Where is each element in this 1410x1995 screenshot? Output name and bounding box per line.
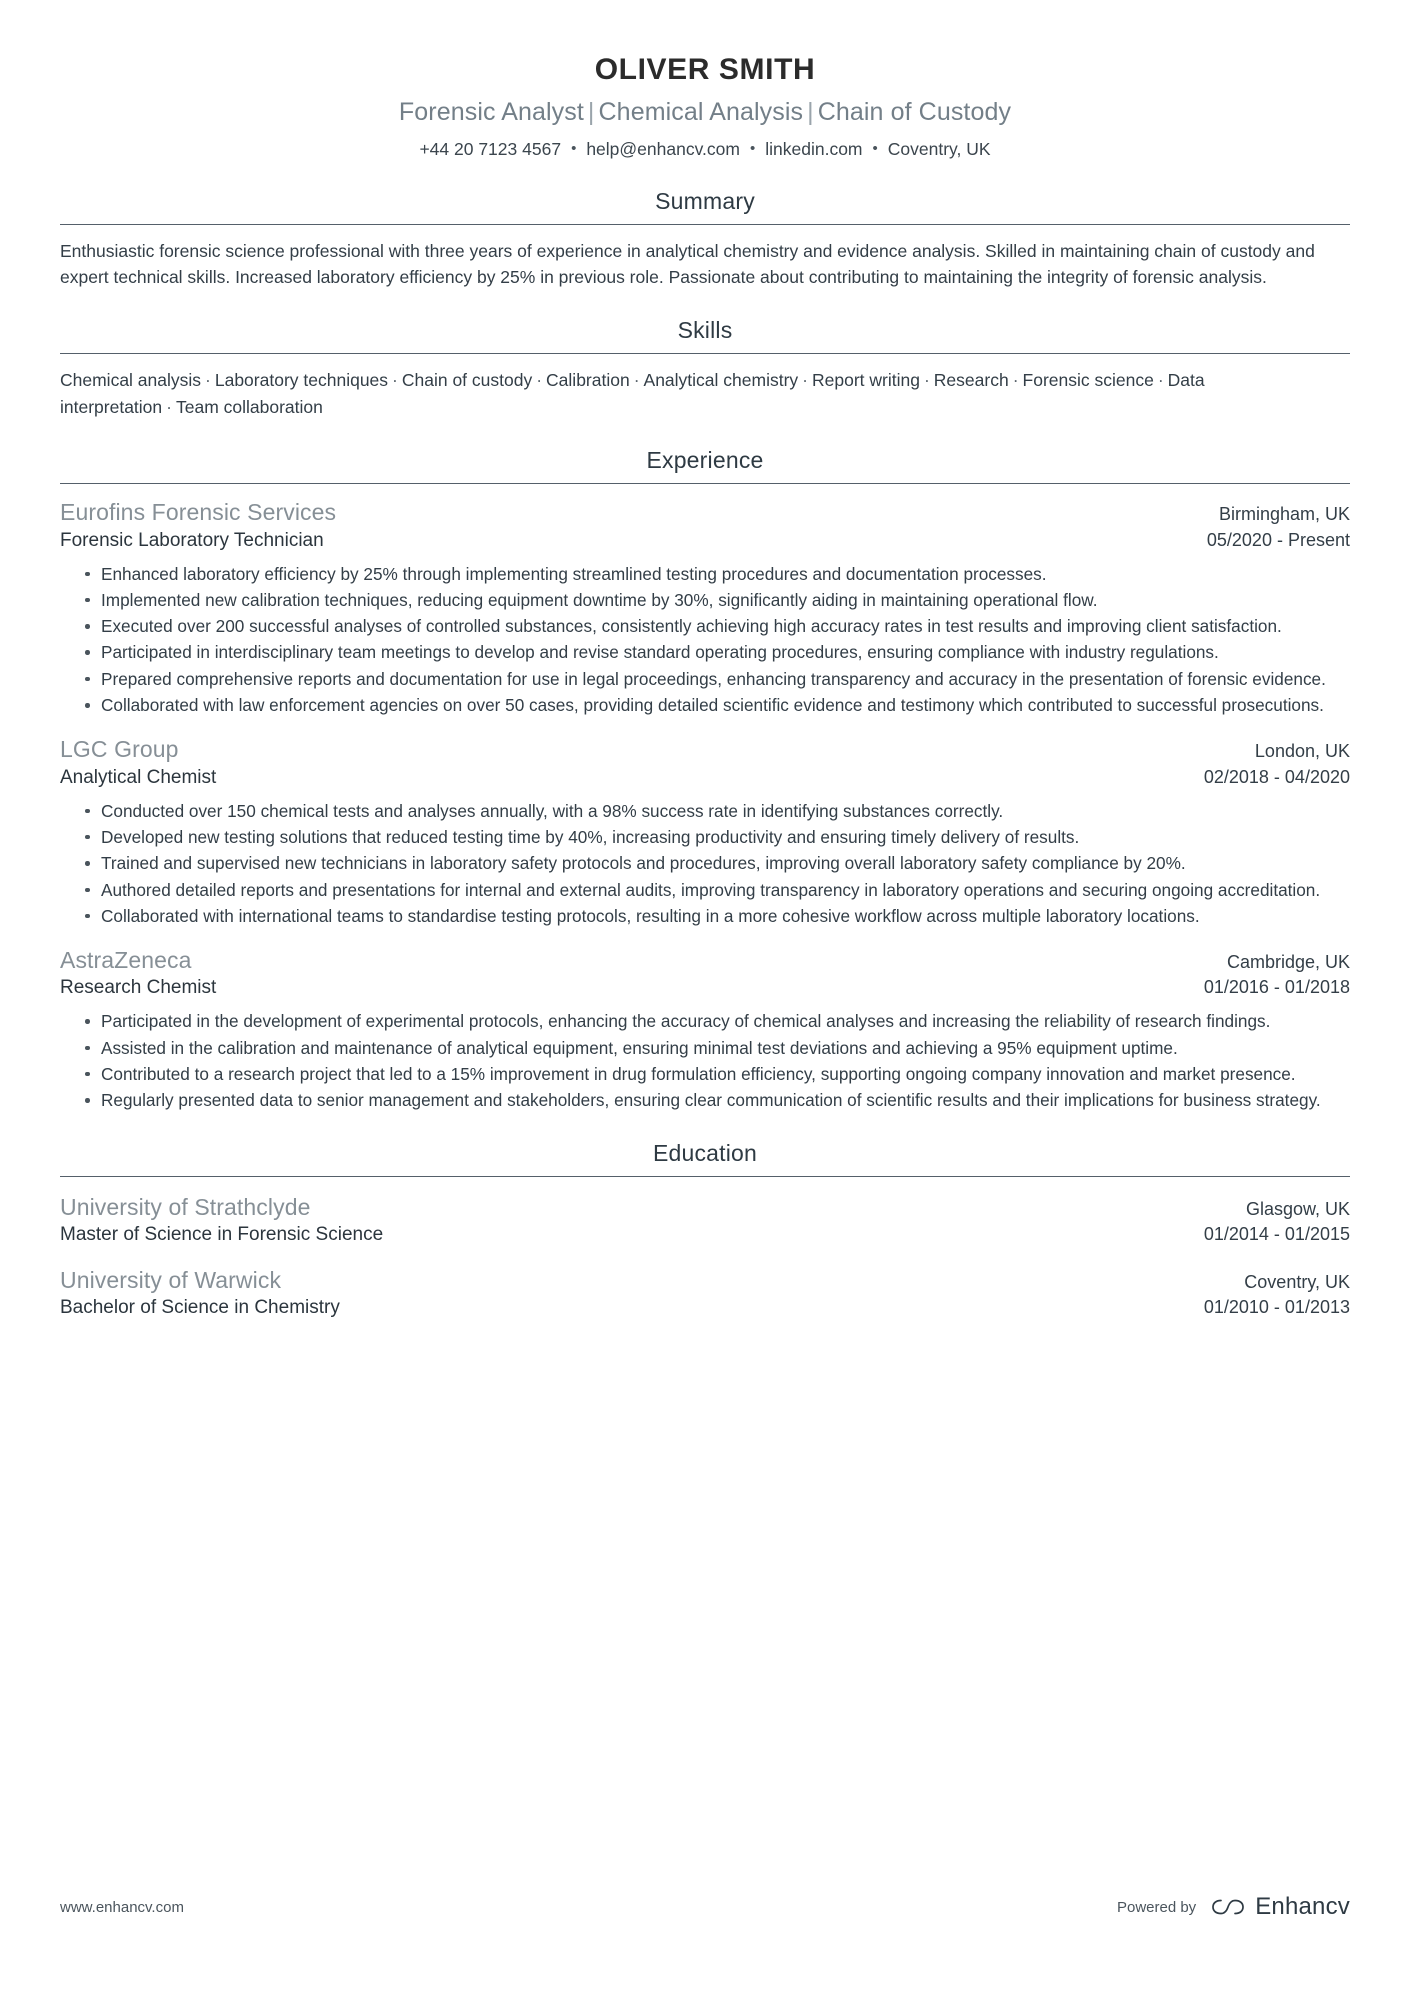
skill-item: Team collaboration bbox=[175, 397, 323, 418]
powered-by-label: Powered by bbox=[1116, 1898, 1197, 1916]
infinity-icon bbox=[1210, 1896, 1246, 1918]
job-title: Analytical Chemist bbox=[60, 766, 217, 788]
experience-entry bbox=[60, 734, 1350, 929]
skill-separator: · bbox=[802, 370, 808, 391]
experience-entry bbox=[60, 945, 1350, 1113]
entry-subheader-row bbox=[60, 765, 1350, 792]
entry-header-row bbox=[60, 945, 1350, 975]
resume-header bbox=[60, 0, 1350, 162]
achievement-item: Executed over 200 successful analyses of controlled substances, consistently achieving high accuracy rates in test results and improving client satisfaction. bbox=[85, 614, 1350, 639]
entry-subheader-row bbox=[60, 975, 1350, 1002]
skills-list bbox=[60, 367, 1350, 421]
achievement-list bbox=[60, 1009, 1350, 1113]
page-footer bbox=[60, 1893, 1350, 1921]
skill-item: Chain of custody bbox=[401, 370, 533, 391]
skill-item: Laboratory techniques bbox=[214, 370, 389, 391]
achievement-list bbox=[60, 799, 1350, 929]
degree-title: Master of Science in Forensic Science bbox=[60, 1223, 384, 1245]
achievement-item: Regularly presented data to senior management and stakeholders, ensuring clear communication of scientific results and their implications for business strategy. bbox=[85, 1088, 1350, 1113]
achievement-item: Participated in the development of experimental protocols, enhancing the accuracy of chemical analyses and increasing the reliability of research findings. bbox=[85, 1009, 1350, 1034]
job-title: Forensic Laboratory Technician bbox=[60, 529, 324, 551]
section-title-education: Education bbox=[652, 1139, 758, 1166]
enhancv-logo bbox=[1210, 1893, 1350, 1921]
skill-item: Research bbox=[933, 370, 1009, 391]
entry-header-row bbox=[60, 497, 1350, 527]
section-title-summary: Summary bbox=[655, 187, 755, 214]
contact-linkedin[interactable]: linkedin.com bbox=[765, 139, 863, 160]
experience-entry bbox=[60, 497, 1350, 718]
achievement-item: Contributed to a research project that led to a 15% improvement in drug formulation efficiency, supporting ongoing company innovation and market presence. bbox=[85, 1062, 1350, 1087]
job-title: Research Chemist bbox=[60, 977, 217, 999]
tagline-separator: | bbox=[807, 98, 814, 126]
contact-phone[interactable]: +44 20 7123 4567 bbox=[419, 139, 562, 160]
skill-separator: · bbox=[1012, 370, 1019, 391]
skill-item: Data interpretation bbox=[60, 370, 1205, 418]
employer-location: London, UK bbox=[1254, 741, 1350, 762]
contact-separator: • bbox=[872, 140, 878, 158]
education-entry bbox=[60, 1265, 1350, 1322]
degree-dates: 01/2010 - 01/2013 bbox=[1203, 1297, 1350, 1318]
tagline-part: Forensic Analyst bbox=[398, 98, 584, 126]
skill-item: Analytical chemistry bbox=[643, 370, 799, 391]
skill-separator: · bbox=[536, 370, 543, 391]
skill-item: Calibration bbox=[546, 370, 630, 391]
achievement-item: Conducted over 150 chemical tests and analyses annually, with a 98% success rate in identifying substances correctly. bbox=[85, 799, 1350, 824]
achievement-item: Assisted in the calibration and maintenance of analytical equipment, ensuring minimal test deviations and achieving a 95% equipment uptime. bbox=[85, 1036, 1350, 1061]
skill-separator: · bbox=[392, 370, 398, 391]
footer-website-link[interactable]: www.enhancv.com bbox=[60, 1898, 184, 1916]
employer-location: Cambridge, UK bbox=[1226, 952, 1350, 973]
skill-item: Report writing bbox=[812, 370, 920, 391]
summary-text: Enthusiastic forensic science professional with three years of experience in analytical chemistry and evidence analysis. Skilled in maintaining chain of custody and expert technical skills. Increased laboratory efficiency by 25% in previous role. Passionate about contributing to maintaining the integrity of forensic analysis. bbox=[60, 240, 1315, 288]
employer-name: Eurofins Forensic Services bbox=[60, 499, 337, 526]
school-name: University of Warwick bbox=[60, 1266, 282, 1293]
skill-separator: · bbox=[633, 370, 640, 391]
skill-item: Forensic science bbox=[1022, 370, 1154, 391]
skill-separator: · bbox=[166, 397, 172, 418]
entry-subheader-row bbox=[60, 528, 1350, 555]
contact-email[interactable]: help@enhancv.com bbox=[586, 139, 740, 160]
contact-location: Coventry, UK bbox=[887, 139, 991, 160]
degree-title: Bachelor of Science in Chemistry bbox=[60, 1297, 340, 1319]
skill-item: Chemical analysis bbox=[60, 370, 202, 391]
achievement-item: Participated in interdisciplinary team meetings to develop and revise standard operating procedures, ensuring compliance with industry regulations. bbox=[85, 640, 1350, 665]
achievement-item: Prepared comprehensive reports and documentation for use in legal proceedings, enhancing transparency and accuracy in the presentation of forensic evidence. bbox=[85, 667, 1350, 692]
employer-name: AstraZeneca bbox=[60, 947, 192, 974]
school-location: Coventry, UK bbox=[1244, 1271, 1350, 1292]
experience-entries bbox=[60, 484, 1350, 1113]
tagline-part: Chemical Analysis bbox=[598, 98, 804, 126]
achievement-item: Implemented new calibration techniques, reducing equipment downtime by 30%, significantly aiding in maintaining operational flow. bbox=[85, 588, 1350, 613]
skill-separator: · bbox=[205, 370, 211, 391]
section-skills bbox=[60, 317, 1350, 421]
job-dates: 02/2018 - 04/2020 bbox=[1203, 766, 1350, 787]
section-summary bbox=[60, 188, 1350, 291]
skill-separator: · bbox=[923, 370, 930, 391]
section-education bbox=[60, 1140, 1350, 1323]
tagline-part: Chain of Custody bbox=[817, 98, 1012, 126]
achievement-item: Developed new testing solutions that reduced testing time by 40%, increasing productivity and ensuring timely delivery of results. bbox=[85, 825, 1350, 850]
footer-branding bbox=[1117, 1893, 1350, 1921]
achievement-list bbox=[60, 562, 1350, 719]
achievement-item: Collaborated with law enforcement agencies on over 50 cases, providing detailed scientific evidence and testimony which contributed to successful prosecutions. bbox=[85, 693, 1350, 718]
candidate-tagline bbox=[60, 97, 1350, 128]
job-dates: 01/2016 - 01/2018 bbox=[1203, 977, 1350, 998]
education-entries bbox=[60, 1177, 1350, 1323]
achievement-item: Collaborated with international teams to standardise testing protocols, resulting in a more cohesive workflow across multiple laboratory locations. bbox=[85, 904, 1350, 929]
section-experience bbox=[60, 447, 1350, 1113]
section-title-skills: Skills bbox=[677, 317, 733, 344]
school-name: University of Strathclyde bbox=[60, 1193, 311, 1220]
degree-dates: 01/2014 - 01/2015 bbox=[1203, 1223, 1350, 1244]
entry-subheader-row bbox=[60, 1222, 1350, 1249]
achievement-item: Authored detailed reports and presentations for internal and external audits, improving transparency in laboratory operations and securing ongoing accreditation. bbox=[85, 878, 1350, 903]
achievement-item: Trained and supervised new technicians in laboratory safety protocols and procedures, improving overall laboratory safety compliance by 20%. bbox=[85, 851, 1350, 876]
contact-separator: • bbox=[749, 140, 756, 158]
tagline-separator: | bbox=[587, 98, 595, 126]
candidate-name: OLIVER SMITH bbox=[594, 53, 816, 86]
entry-header-row bbox=[60, 1192, 1350, 1222]
contact-separator: • bbox=[571, 140, 577, 158]
entry-header-row bbox=[60, 1265, 1350, 1295]
education-entry bbox=[60, 1192, 1350, 1249]
employer-name: LGC Group bbox=[60, 736, 179, 763]
section-title-experience: Experience bbox=[646, 447, 764, 474]
school-location: Glasgow, UK bbox=[1245, 1198, 1350, 1219]
achievement-item: Enhanced laboratory efficiency by 25% through implementing streamlined testing procedures and documentation processes. bbox=[85, 562, 1350, 587]
job-dates: 05/2020 - Present bbox=[1206, 529, 1350, 550]
entry-header-row bbox=[60, 734, 1350, 764]
skill-separator: · bbox=[1157, 370, 1164, 391]
brand-name: Enhancv bbox=[1255, 1893, 1350, 1920]
entry-subheader-row bbox=[60, 1295, 1350, 1322]
contact-line bbox=[60, 138, 1350, 162]
employer-location: Birmingham, UK bbox=[1218, 504, 1350, 525]
